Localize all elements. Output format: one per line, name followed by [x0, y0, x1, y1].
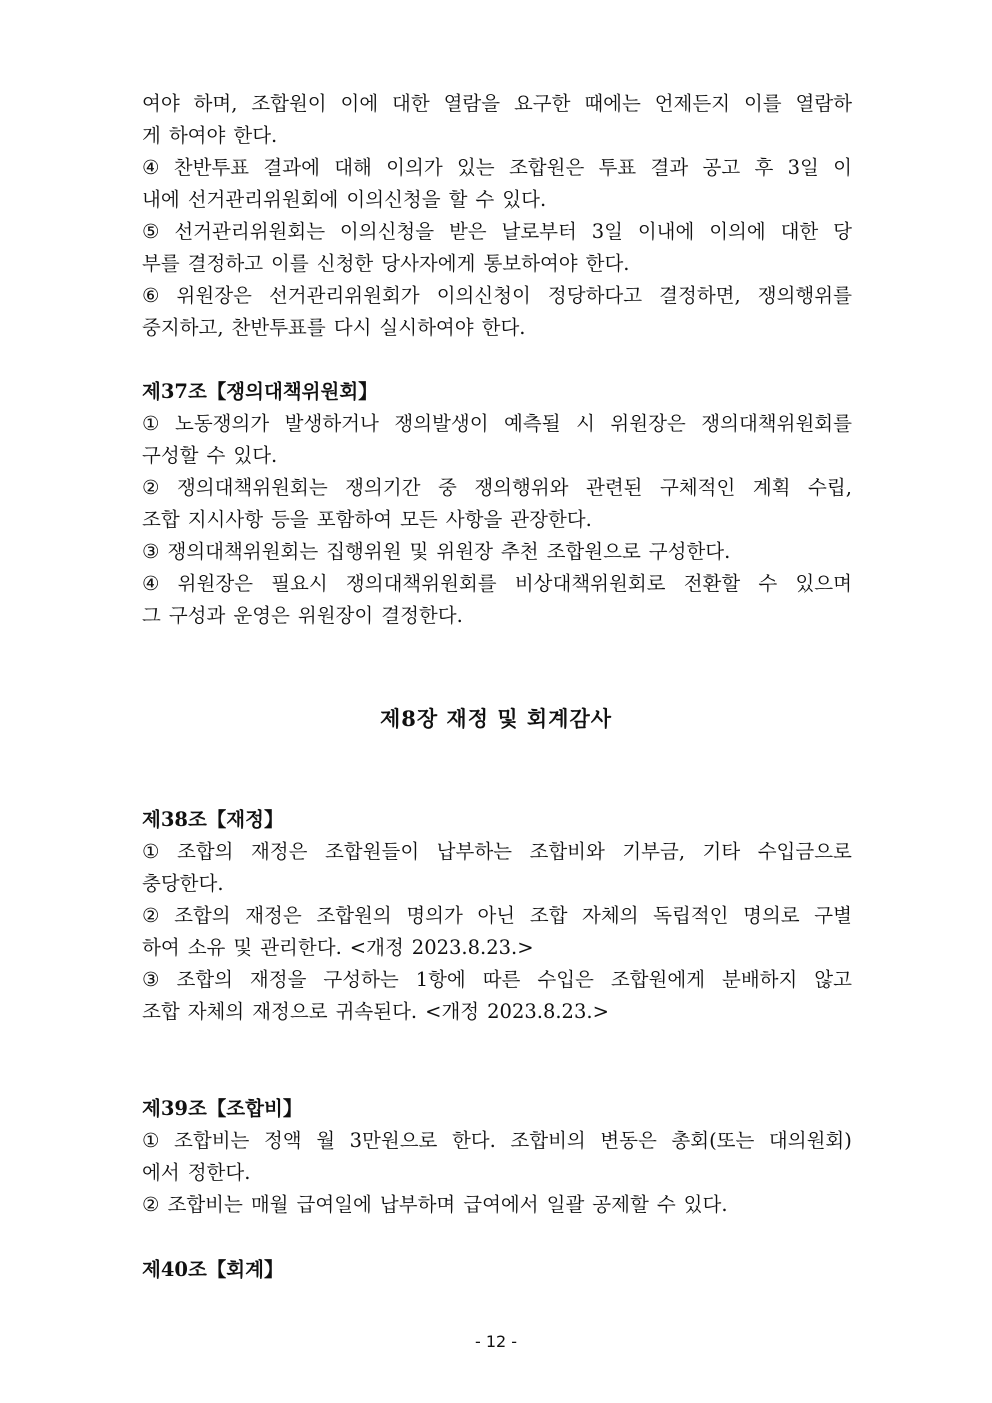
article-40-heading: 제40조【회계】 [142, 1258, 284, 1281]
article-38-heading: 제38조【재정】 [142, 808, 284, 831]
text-line: ② 쟁의대책위원회는 쟁의기간 중 쟁의행위와 관련된 구체적인 계획 수립, [142, 476, 852, 499]
text-line: ① 노동쟁의가 발생하거나 쟁의발생이 예측될 시 위원장은 쟁의대책위원회를 [142, 412, 852, 435]
text-line: 내에 선거관리위원회에 이의신청을 할 수 있다. [142, 188, 547, 211]
chapter-title: 제8장 재정 및 회계감사 [379, 706, 613, 731]
text-line: ② 조합의 재정은 조합원의 명의가 아닌 조합 자체의 독립적인 명의로 구별 [142, 904, 852, 927]
text-line: ④ 위원장은 필요시 쟁의대책위원회를 비상대책위원회로 전환할 수 있으며 [142, 572, 852, 595]
text-line: 그 구성과 운영은 위원장이 결정한다. [142, 604, 463, 627]
text-line: 에서 정한다. [142, 1161, 251, 1184]
text-line: ⑤ 선거관리위원회는 이의신청을 받은 날로부터 3일 이내에 이의에 대한 당 [142, 220, 852, 243]
page-number: - 12 - [474, 1332, 518, 1351]
text-line: 구성할 수 있다. [142, 444, 278, 467]
article-37-heading: 제37조【쟁의대책위원회】 [142, 380, 378, 403]
article-39-heading: 제39조【조합비】 [142, 1097, 303, 1120]
text-line: ③ 조합의 재정을 구성하는 1항에 따른 수입은 조합원에게 분배하지 않고 [142, 968, 852, 991]
text-line: ④ 찬반투표 결과에 대해 이의가 있는 조합원은 투표 결과 공고 후 3일 이 [142, 156, 852, 179]
text-line: 여야 하며, 조합원이 이에 대한 열람을 요구한 때에는 언제든지 이를 열람하 [142, 92, 852, 115]
text-line: 충당한다. [142, 872, 224, 895]
text-line: ⑥ 위원장은 선거관리위원회가 이의신청이 정당하다고 결정하면, 쟁의행위를 [142, 284, 852, 307]
text-line: ① 조합의 재정은 조합원들이 납부하는 조합비와 기부금, 기타 수입금으로 [142, 840, 852, 863]
text-line: ① 조합비는 정액 월 3만원으로 한다. 조합비의 변동은 총회(또는 대의원회) [142, 1129, 852, 1152]
text-line: ③ 쟁의대책위원회는 집행위원 및 위원장 추천 조합원으로 구성한다. [142, 540, 731, 563]
text-line: 부를 결정하고 이를 신청한 당사자에게 통보하여야 한다. [142, 252, 630, 275]
text-line: 하여 소유 및 관리한다. <개정 2023.8.23.> [142, 936, 534, 959]
text-line: 게 하여야 한다. [142, 124, 278, 147]
article-39-body [142, 1125, 852, 1221]
text-line: 중지하고, 찬반투표를 다시 실시하여야 한다. [142, 316, 526, 339]
continued-text-block [142, 88, 852, 344]
text-line: 조합 지시사항 등을 포함하여 모든 사항을 관장한다. [142, 508, 592, 531]
article-38-body [142, 836, 852, 1028]
text-line: 조합 자체의 재정으로 귀속된다. <개정 2023.8.23.> [142, 1000, 609, 1023]
text-line: ② 조합비는 매월 급여일에 납부하며 급여에서 일괄 공제할 수 있다. [142, 1193, 728, 1216]
article-37-body [142, 408, 852, 632]
